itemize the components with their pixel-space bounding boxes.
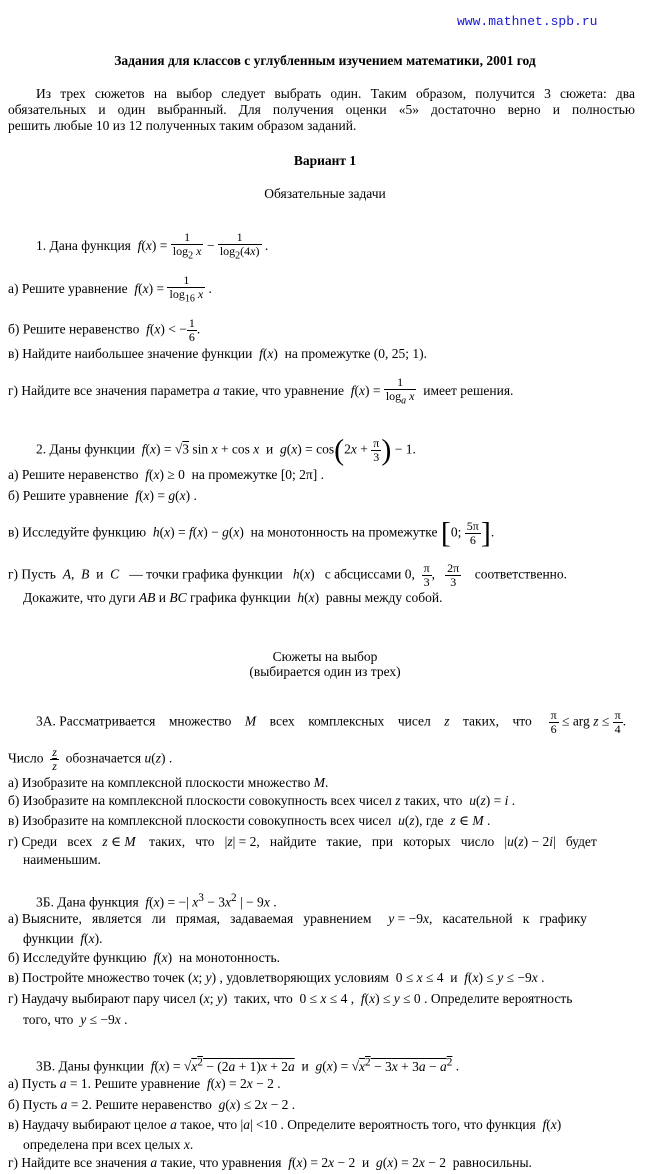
p3a-number: Число $\frac{z}{z}$ обозначается u(z) .	[8, 745, 173, 773]
p3b-item-b: б) Исследуйте функцию f(x) на монотонность.	[8, 950, 281, 965]
p1-statement: 1. Дана функция f(x) = $\frac{1}{\log_2 x}$ − $\frac{1}{\log_2(4x)}$ .	[36, 230, 269, 262]
p3a-item-a: а) Изобразите на комплексной плоскости множество M.	[8, 775, 329, 790]
choice-subheading: (выбирается один из трех)	[249, 664, 401, 679]
p3v-statement: 3В. Даны функции $f(x) = √x^2 - (2a + 1)x + 2a$ и $g(x) = √x^2 - 3x + 3a - a^2$ .	[36, 1056, 460, 1074]
p3v-item-a: а) Пусть a = 1. Решите уравнение f(x) = 2x − 2 .	[8, 1076, 281, 1091]
site-url[interactable]: www.mathnet.spb.ru	[457, 14, 598, 29]
intro-line-3: решить любые 10 из 12 полученных таким образом заданий.	[8, 118, 357, 133]
p2-item-g: г) Пусть A, B и C — точки графика функции h(x) с абсциссами 0, $\frac{\pi}{3}$ , $\frac{2\pi}{3}$ соответственно.	[8, 561, 568, 589]
p2-item-a: а) Решите неравенство f(x) ≥ 0 на промежутке [0; 2π] .	[8, 467, 324, 482]
p3v-item-g: г) Найдите все значения a такие, что уравнения f(x) = 2x − 2 и g(x) = 2x − 2 равносильны.	[8, 1155, 532, 1170]
p1-item-b: б) Решите неравенство f(x) < − $\frac{1}{6}$ .	[8, 316, 201, 344]
p2-item-g-cont: Докажите, что дуги AB и BC графика функции h(x) равны между собой.	[23, 590, 443, 605]
p3b-statement: 3Б. Дана функция f(x) = −| $x^3 - 3x^2$ | − 9x .	[36, 892, 277, 910]
choice-heading: Сюжеты на выбор	[272, 649, 378, 664]
intro-line-2: обязательных и один выбранный. Для получения оценки «5» достаточно верно и полностью	[8, 102, 635, 117]
p3a-item-b: б) Изобразите на комплексной плоскости совокупность всех чисел z таких, что u(z) = i .	[8, 793, 516, 808]
variant-heading: Вариант 1	[293, 153, 357, 168]
p3a-item-g-cont: наименьшим.	[23, 852, 101, 867]
p1-item-a: а) Решите уравнение f(x) = $\frac{1}{\log_{16} x}$ .	[8, 273, 212, 305]
page-title: Задания для классов с углубленным изучением математики, 2001 год	[114, 53, 536, 68]
p3b-item-a-cont: функции f(x).	[23, 931, 103, 946]
p2-item-b: б) Решите уравнение f(x) = g(x) .	[8, 488, 197, 503]
p3a-statement: 3А. Рассматривается множество M всех комплексных чисел z таких, что $\frac{\pi}{6}$ ≤ arg z ≤ $\frac{\pi}{4}$ .	[36, 708, 627, 736]
mandatory-heading: Обязательные задачи	[264, 186, 386, 201]
p3a-item-g: г) Среди всех z ∈ M таких, что |z| = 2, найдите такие, при которых число |u(z) − 2i| будет	[8, 834, 597, 849]
p3v-item-v: в) Наудачу выбирают целое a такое, что |a| <10 . Определите вероятность того, что функция f(x)	[8, 1117, 562, 1132]
p1-item-g: г) Найдите все значения параметра a такие, что уравнение f(x) = $\frac{1}{\log_a x}$ имеет решения.	[8, 375, 514, 407]
p3b-item-g-cont: того, что y ≤ −9x .	[23, 1012, 128, 1027]
p1-item-v: в) Найдите наибольшее значение функции f(x) на промежутке (0, 25; 1).	[8, 346, 428, 361]
p3v-item-v-cont: определена при всех целых x.	[23, 1137, 194, 1152]
p3a-item-v: в) Изобразите на комплексной плоскости совокупность всех чисел u(z), где z ∈ M .	[8, 813, 491, 828]
p2-statement: 2. Даны функции f(x) = √3 sin x + cos x и g(x) = cos(2x + $\frac{\pi}{3}$ ) − 1.	[36, 433, 416, 467]
p3b-item-v: в) Постройте множество точек (x; y) , удовлетворяющих условиям 0 ≤ x ≤ 4 и f(x) ≤ y ≤ −9x .	[8, 970, 545, 985]
p3b-item-a: а) Выясните, является ли прямая, задаваемая уравнением y = −9x, касательной к графику	[8, 911, 587, 926]
p2-item-v: в) Исследуйте функцию h(x) = f(x) − g(x) на монотонность на промежутке [0; $\frac{5\pi}{6}$ ].	[8, 516, 495, 550]
p3v-item-b: б) Пусть a = 2. Решите неравенство g(x) ≤ 2x − 2 .	[8, 1097, 296, 1112]
intro-line-1: Из трех сюжетов на выбор следует выбрать один. Таким образом, получится 3 сюжета: два	[36, 86, 635, 101]
p3b-item-g: г) Наудачу выбирают пару чисел (x; y) таких, что 0 ≤ x ≤ 4 , f(x) ≤ y ≤ 0 . Определите вероятность	[8, 991, 573, 1006]
